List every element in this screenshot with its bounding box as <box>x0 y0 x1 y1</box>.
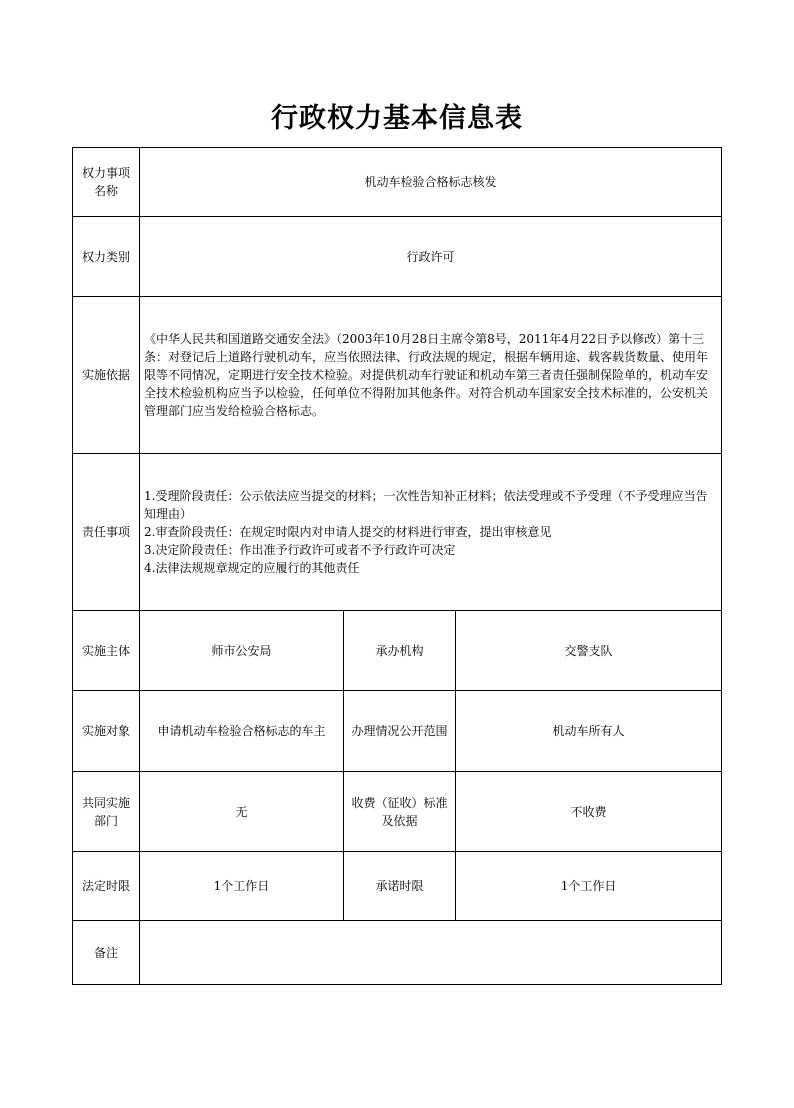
timelimit-label: 法定时限 <box>73 852 140 921</box>
page-title: 行政权力基本信息表 <box>271 103 523 134</box>
row-name <box>73 148 722 217</box>
row-subject <box>73 611 722 691</box>
responsibility-item: 1.受理阶段责任：公示依法应当提交的材料；一次性告知补正材料；依法受理或不予受理（不予受理应当告知理由） <box>144 489 708 521</box>
row-responsibility <box>73 454 722 611</box>
promise-value: 1个工作日 <box>456 852 722 921</box>
row-timelimit <box>73 852 722 921</box>
row-basis <box>73 297 722 454</box>
row-joint <box>73 772 722 852</box>
basis-value: 《中华人民共和国道路交通安全法》（2003年10月28日主席令第8号，2011年4月22日予以修改）第十三条：对登记后上道路行驶机动车，应当依照法律、行政法规的规定，根据车辆用途、载客载货数量、使用年限等不同情况，定期进行安全技术检验。对提供机动车行驶证和机动车第三者责任强制保险单的，机动车安全技术检验机构应当予以检验，任何单位不得附加其他条件。对符合机动车国家安全技术标准的，公安机关管理部门应当发给检验合格标志。 <box>140 297 722 454</box>
info-table <box>72 147 722 985</box>
subject-label: 实施主体 <box>73 611 140 691</box>
responsibility-list <box>140 454 722 611</box>
disclosure-value: 机动车所有人 <box>456 691 722 772</box>
fee-label: 收费（征收）标准及依据 <box>344 772 456 852</box>
row-category <box>73 217 722 297</box>
responsibility-item: 4.法律法规规章规定的应履行的其他责任 <box>144 561 360 575</box>
target-label: 实施对象 <box>73 691 140 772</box>
remarks-label: 备注 <box>73 921 140 985</box>
fee-value: 不收费 <box>456 772 722 852</box>
responsibility-label: 责任事项 <box>73 454 140 611</box>
name-value: 机动车检验合格标志核发 <box>140 148 722 217</box>
joint-value: 无 <box>140 772 344 852</box>
responsibility-item: 3.决定阶段责任：作出准予行政许可或者不予行政许可决定 <box>144 543 456 557</box>
remarks-value <box>140 921 722 985</box>
agency-label: 承办机构 <box>344 611 456 691</box>
name-label: 权力事项名称 <box>73 148 140 217</box>
target-value: 申请机动车检验合格标志的车主 <box>140 691 344 772</box>
disclosure-label: 办理情况公开范围 <box>344 691 456 772</box>
agency-value: 交警支队 <box>456 611 722 691</box>
subject-value: 师市公安局 <box>140 611 344 691</box>
row-remarks <box>73 921 722 985</box>
joint-label: 共同实施部门 <box>73 772 140 852</box>
category-value: 行政许可 <box>140 217 722 297</box>
basis-label: 实施依据 <box>73 297 140 454</box>
timelimit-value: 1个工作日 <box>140 852 344 921</box>
promise-label: 承诺时限 <box>344 852 456 921</box>
row-target <box>73 691 722 772</box>
responsibility-item: 2.审查阶段责任：在规定时限内对申请人提交的材料进行审查，提出审核意见 <box>144 525 552 539</box>
category-label: 权力类别 <box>73 217 140 297</box>
